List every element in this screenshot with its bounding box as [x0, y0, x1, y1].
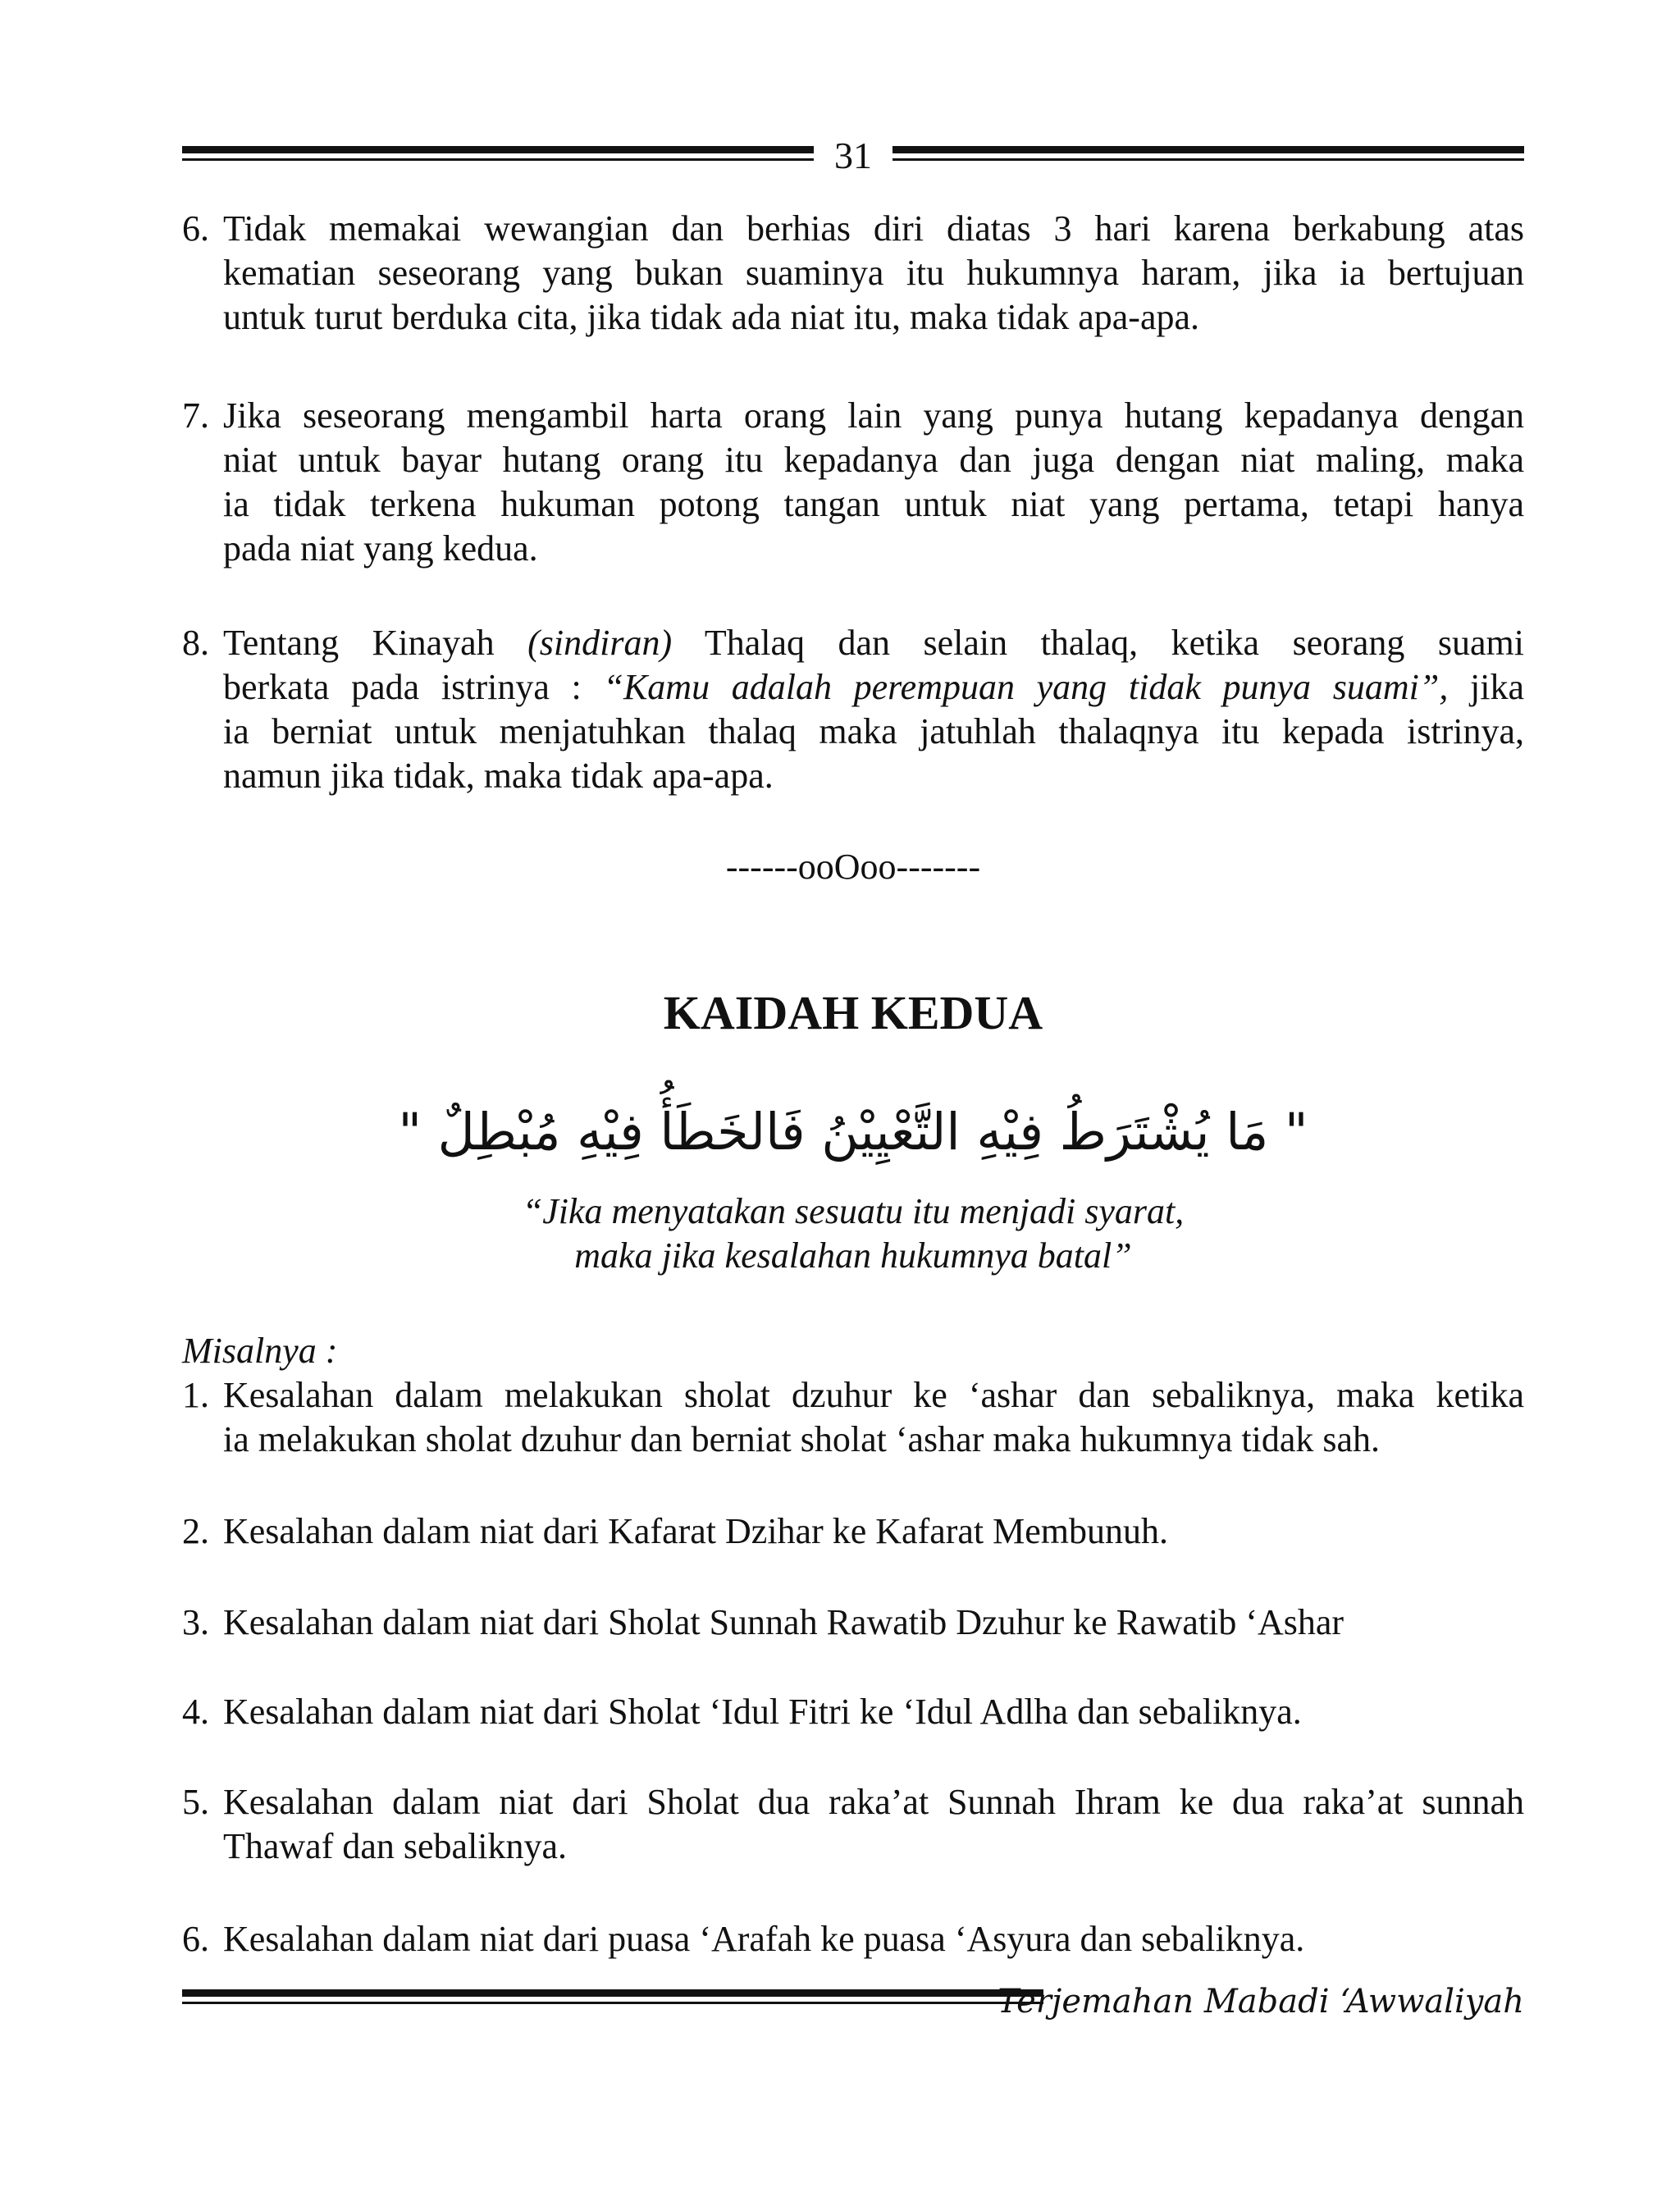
- italic-quote: “Kamu adalah perempuan yang tidak punya suami”,: [603, 667, 1449, 707]
- item-text: [223, 394, 1524, 571]
- item-text: [223, 207, 1524, 340]
- item-line: Kesalahan dalam melakukan sholat dzuhur ke ‘ashar dan sebaliknya, maka ketika: [223, 1375, 1524, 1415]
- item-line: Kesalahan dalam niat dari Sholat dua raka’at Sunnah Ihram ke dua raka’at sunnah: [223, 1782, 1524, 1822]
- item-text: [223, 621, 1524, 798]
- arabic-rule-text: " مَا يُشْتَرَطُ فِيْهِ التَّعْيِيْنُ فَالخَطَأُ فِيْهِ مُبْطِلٌ ": [398, 1102, 1308, 1162]
- item-line: kematian seseorang yang bukan suaminya itu hukumnya haram, jika ia bertujuan: [223, 253, 1524, 293]
- header-rule-right: [892, 146, 1524, 164]
- item-line: Tidak memakai wewangian dan berhias diri diatas 3 hari karena berkabung atas: [223, 208, 1524, 249]
- item-number: 2.: [182, 1511, 209, 1551]
- item-line: Kesalahan dalam niat dari Kafarat Dzihar ke Kafarat Membunuh.: [223, 1511, 1169, 1551]
- item-text: [223, 1509, 1524, 1554]
- item-line: Thawaf dan sebaliknya.: [223, 1826, 568, 1866]
- translation-line: maka jika kesalahan hukumnya batal”: [574, 1235, 1132, 1276]
- item-text: [223, 1780, 1524, 1869]
- item-number: 6.: [182, 208, 209, 249]
- page-header: [182, 123, 1524, 189]
- footer-rule: [182, 1989, 1043, 2007]
- section-title: KAIDAH KEDUA: [663, 986, 1043, 1039]
- translation-line: “Jika menyatakan sesuatu itu menjadi syarat,: [522, 1191, 1185, 1231]
- item-line: ia berniat untuk menjatuhkan thalaq maka jatuhlah thalaqnya itu kepada istrinya,: [223, 711, 1524, 751]
- item-line: Kesalahan dalam niat dari Sholat ‘Idul Fitri ke ‘Idul Adlha dan sebaliknya.: [223, 1692, 1302, 1732]
- item-line: Jika seseorang mengambil harta orang lain yang punya hutang kepadanya dengan: [223, 395, 1524, 436]
- item-line: Tentang Kinayah (sindiran) Thalaq dan selain thalaq, ketika seorang suami: [223, 623, 1524, 663]
- item-text: [223, 1601, 1524, 1645]
- item-line: ia melakukan sholat dzuhur dan berniat sholat ‘ashar maka hukumnya tidak sah.: [223, 1419, 1381, 1459]
- item-number: 7.: [182, 395, 209, 436]
- item-line: namun jika tidak, maka tidak apa-apa.: [223, 756, 774, 796]
- item-line: ia tidak terkena hukuman potong tangan untuk niat yang pertama, tetapi hanya: [223, 484, 1524, 524]
- item-number: 8.: [182, 623, 209, 663]
- item-number: 4.: [182, 1692, 209, 1732]
- examples-label: Misalnya :: [182, 1331, 338, 1371]
- italic-term: (sindiran): [527, 623, 673, 663]
- book-title: Terjemahan Mabadi ‘Awwaliyah: [997, 1983, 1524, 2021]
- translation-quote: [182, 1190, 1524, 1278]
- page-number: 31: [834, 135, 872, 176]
- page-footer: [182, 1973, 1524, 2030]
- item-number: 3.: [182, 1602, 209, 1642]
- section-separator: ------ooOoo-------: [725, 847, 981, 887]
- item-line: Kesalahan dalam niat dari puasa ‘Arafah ke puasa ‘Asyura dan sebaliknya.: [223, 1919, 1305, 1959]
- item-text: [223, 1373, 1524, 1462]
- item-text: [223, 1690, 1524, 1734]
- item-number: 5.: [182, 1782, 209, 1822]
- item-line: berkata pada istrinya : “Kamu adalah perempuan yang tidak punya suami”, jika: [223, 667, 1525, 707]
- item-line: pada niat yang kedua.: [223, 528, 538, 569]
- item-text: [223, 1917, 1524, 1961]
- item-line: untuk turut berduka cita, jika tidak ada niat itu, maka tidak apa-apa.: [223, 297, 1200, 337]
- header-rule-left: [182, 146, 814, 164]
- item-line: niat untuk bayar hutang orang itu kepadanya dan juga dengan niat maling, maka: [223, 440, 1524, 480]
- item-line: Kesalahan dalam niat dari Sholat Sunnah Rawatib Dzuhur ke Rawatib ‘Ashar: [223, 1602, 1344, 1642]
- item-number: 6.: [182, 1919, 209, 1959]
- item-number: 1.: [182, 1375, 209, 1415]
